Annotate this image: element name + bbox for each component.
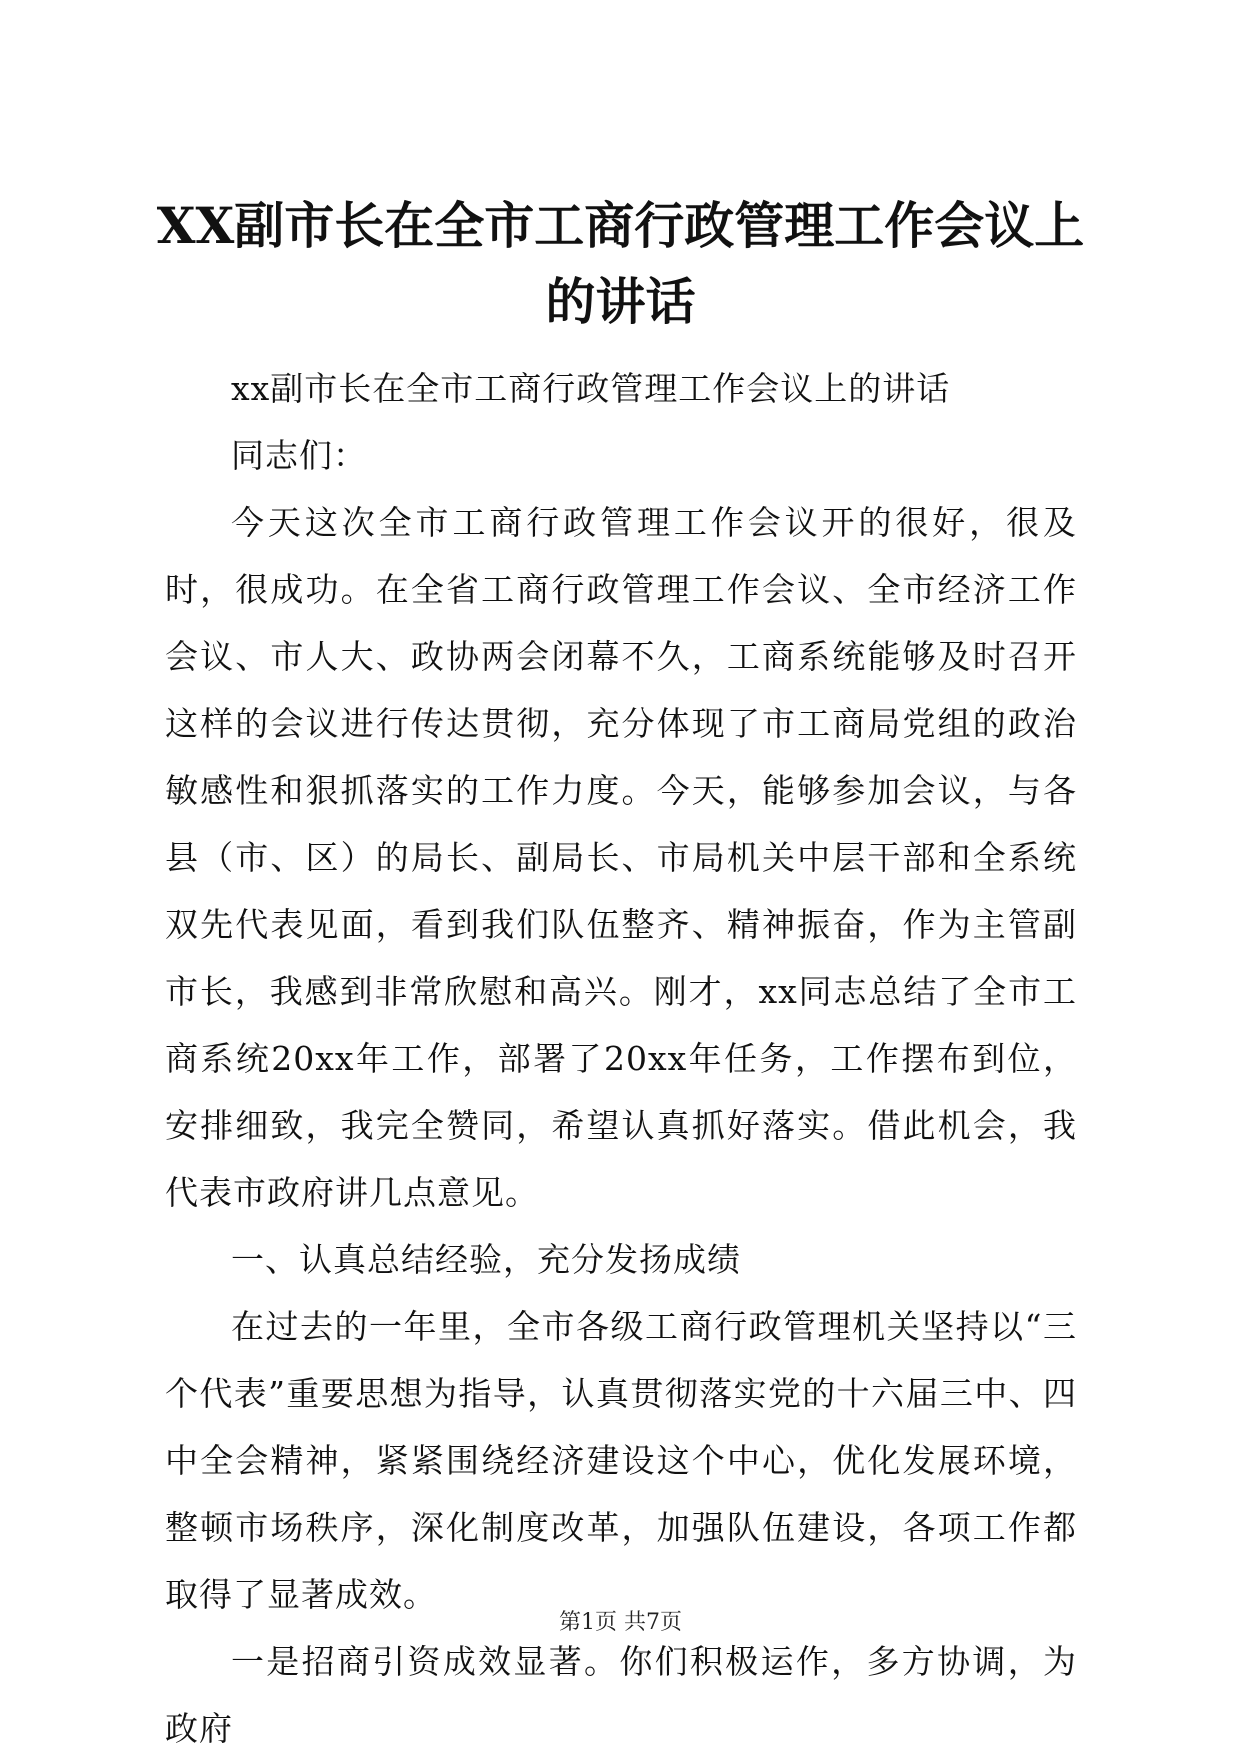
page-number: 第1页 共7页 <box>559 1610 682 1635</box>
body-paragraph: 在过去的一年里，全市各级工商行政管理机关坚持以“三个代表”重要思想为指导，认真贯彻落实党的十六届三中、四中全会精神，紧紧围绕经济建设这个中心，优化发展环境，整顿市场秩序，深化制度改革，加强队伍建设，各项工作都取得了显著成效。 <box>165 1307 1077 1614</box>
body-paragraph: 一是招商引资成效显著。你们积极运作，多方协调，为政府 <box>165 1642 1077 1748</box>
body-paragraph: 今天这次全市工商行政管理工作会议开的很好，很及时，很成功。在全省工商行政管理工作会议、全市经济工作会议、市人大、政协两会闭幕不久，工商系统能够及时召开这样的会议进行传达贯彻，充分体现了市工商局党组的政治敏感性和狠抓落实的工作力度。今天，能够参加会议，与各县（市、区）的局长、副局长、市局机关中层干部和全系统双先代表见面，看到我们队伍整齐、精神振奋，作为主管副市长，我感到非常欣慰和高兴。刚才，xx同志总结了全市工商系统20xx年工作，部署了20xx年任务，工作摆布到位，安排细致，我完全赞同，希望认真抓好落实。借此机会，我代表市政府讲几点意见。 <box>165 503 1077 1212</box>
page-footer <box>0 1608 1241 1638</box>
salutation-paragraph: 同志们： <box>231 436 367 475</box>
subtitle-paragraph: xx副市长在全市工商行政管理工作会议上的讲话 <box>231 369 951 408</box>
document-title: XX副市长在全市工商行政管理工作会议上的讲话 <box>156 196 1085 331</box>
document-body <box>165 355 1077 1762</box>
section-heading: 一、认真总结经验，充分发扬成绩 <box>231 1240 741 1279</box>
